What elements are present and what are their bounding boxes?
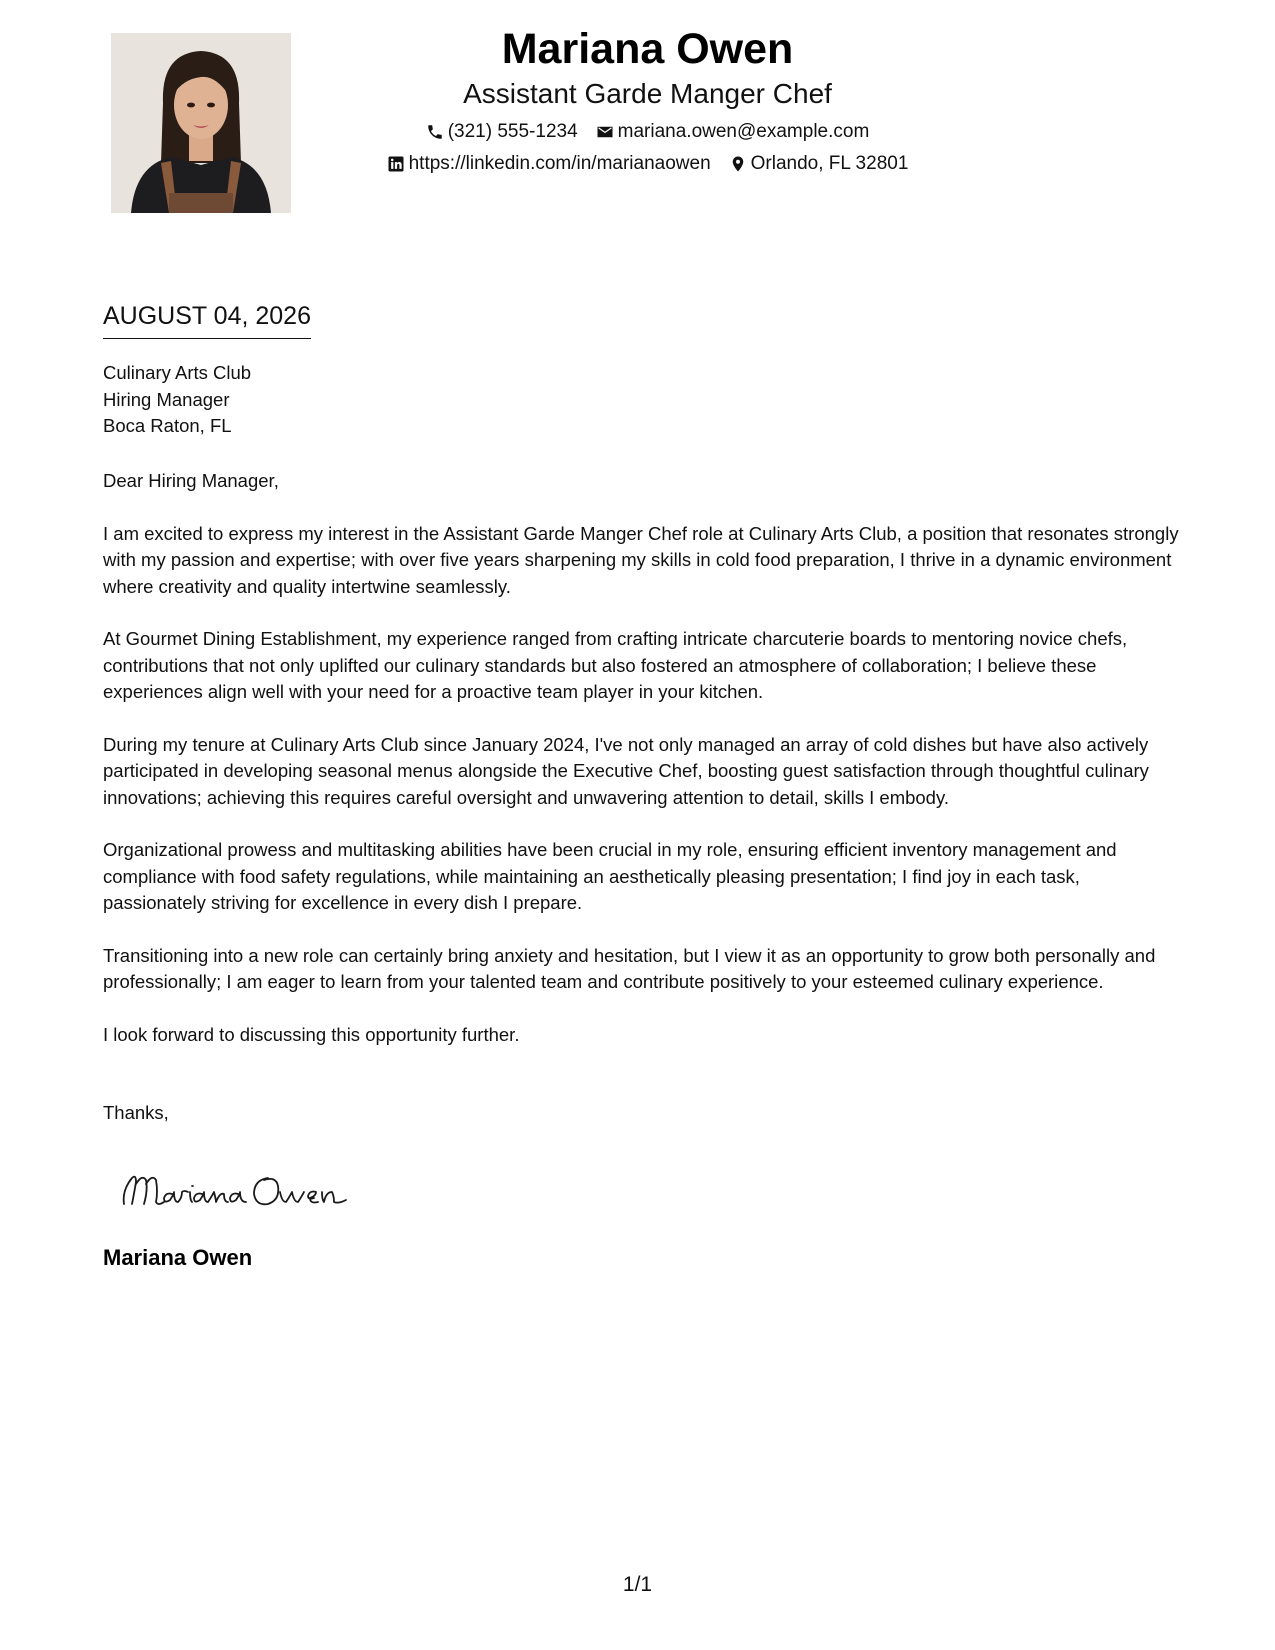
signer-name: Mariana Owen xyxy=(103,1245,253,1270)
phone-icon xyxy=(426,123,444,141)
recipient-block xyxy=(103,360,251,440)
phone-text: (321) 555-1234 xyxy=(447,121,578,142)
location-text: Orlando, FL 32801 xyxy=(750,153,909,174)
email-contact[interactable] xyxy=(596,120,870,144)
recipient-company: Culinary Arts Club xyxy=(103,362,252,383)
envelope-icon xyxy=(596,123,614,141)
paragraph: Organizational prowess and multitasking abilities have been crucial in my role, ensuring efficient inventory management and compliance with food safety regulations, while maintaining an aesthetically pleasing presentation; I find joy in each task, passionately striving for excellence in every dish I prepare. xyxy=(103,839,1117,913)
letter-date: AUGUST 04, 2026 xyxy=(103,300,311,339)
recipient-contact: Hiring Manager xyxy=(103,388,230,410)
map-pin-icon xyxy=(729,155,747,173)
paragraph: I look forward to discussing this opportunity further. xyxy=(103,1023,520,1045)
email-text: mariana.owen@example.com xyxy=(617,121,870,142)
candidate-title: Assistant Garde Manger Chef xyxy=(463,78,832,109)
recipient-location: Boca Raton, FL xyxy=(103,415,232,436)
linkedin-text: https://linkedin.com/in/marianaowen xyxy=(408,153,711,174)
page-number: 1/1 xyxy=(622,1573,653,1596)
resume-header xyxy=(330,22,965,176)
paragraph: I am excited to express my interest in the Assistant Garde Manger Chef role at Culinary Arts Club, a position that resonates strongly with my passion and expertise; with over five years sharpening my skills in cold food preparation, I thrive in a dynamic environment where creativity and quality intertwine seamlessly. xyxy=(103,522,1179,597)
linkedin-icon xyxy=(387,155,405,173)
profile-photo xyxy=(111,33,291,213)
contact-row-1 xyxy=(330,120,965,144)
salutation: Dear Hiring Manager, xyxy=(103,470,279,491)
paragraph: Transitioning into a new role can certainly bring anxiety and hesitation, but I view it as an opportunity to grow both personally and professionally; I am eager to learn from your talented team and contribute positively to your esteemed culinary experience. xyxy=(103,944,1156,992)
contact-row-2 xyxy=(330,152,965,176)
location-contact xyxy=(729,152,909,176)
phone-contact[interactable] xyxy=(426,120,578,144)
closing: Thanks, xyxy=(103,1102,169,1123)
handwritten-signature xyxy=(118,1160,358,1220)
paragraph: At Gourmet Dining Establishment, my experience ranged from crafting intricate charcuterie boards to mentoring novice chefs, contributions that not only uplifted our culinary standards but also fostered an atmosphere of collaboration; I believe these experiences align well with your need for a proactive team player in your kitchen. xyxy=(103,628,1128,702)
linkedin-contact[interactable] xyxy=(387,152,711,176)
candidate-name: Mariana Owen xyxy=(501,25,794,73)
paragraph: During my tenure at Culinary Arts Club since January 2024, I've not only managed an array of cold dishes but have also actively participated in developing seasonal menus alongside the Executive Chef, boosting guest satisfaction through thoughtful culinary innovations; achieving this requires careful oversight and unwavering attention to detail, skills I embody. xyxy=(103,733,1149,808)
letter-body xyxy=(103,468,1183,1074)
